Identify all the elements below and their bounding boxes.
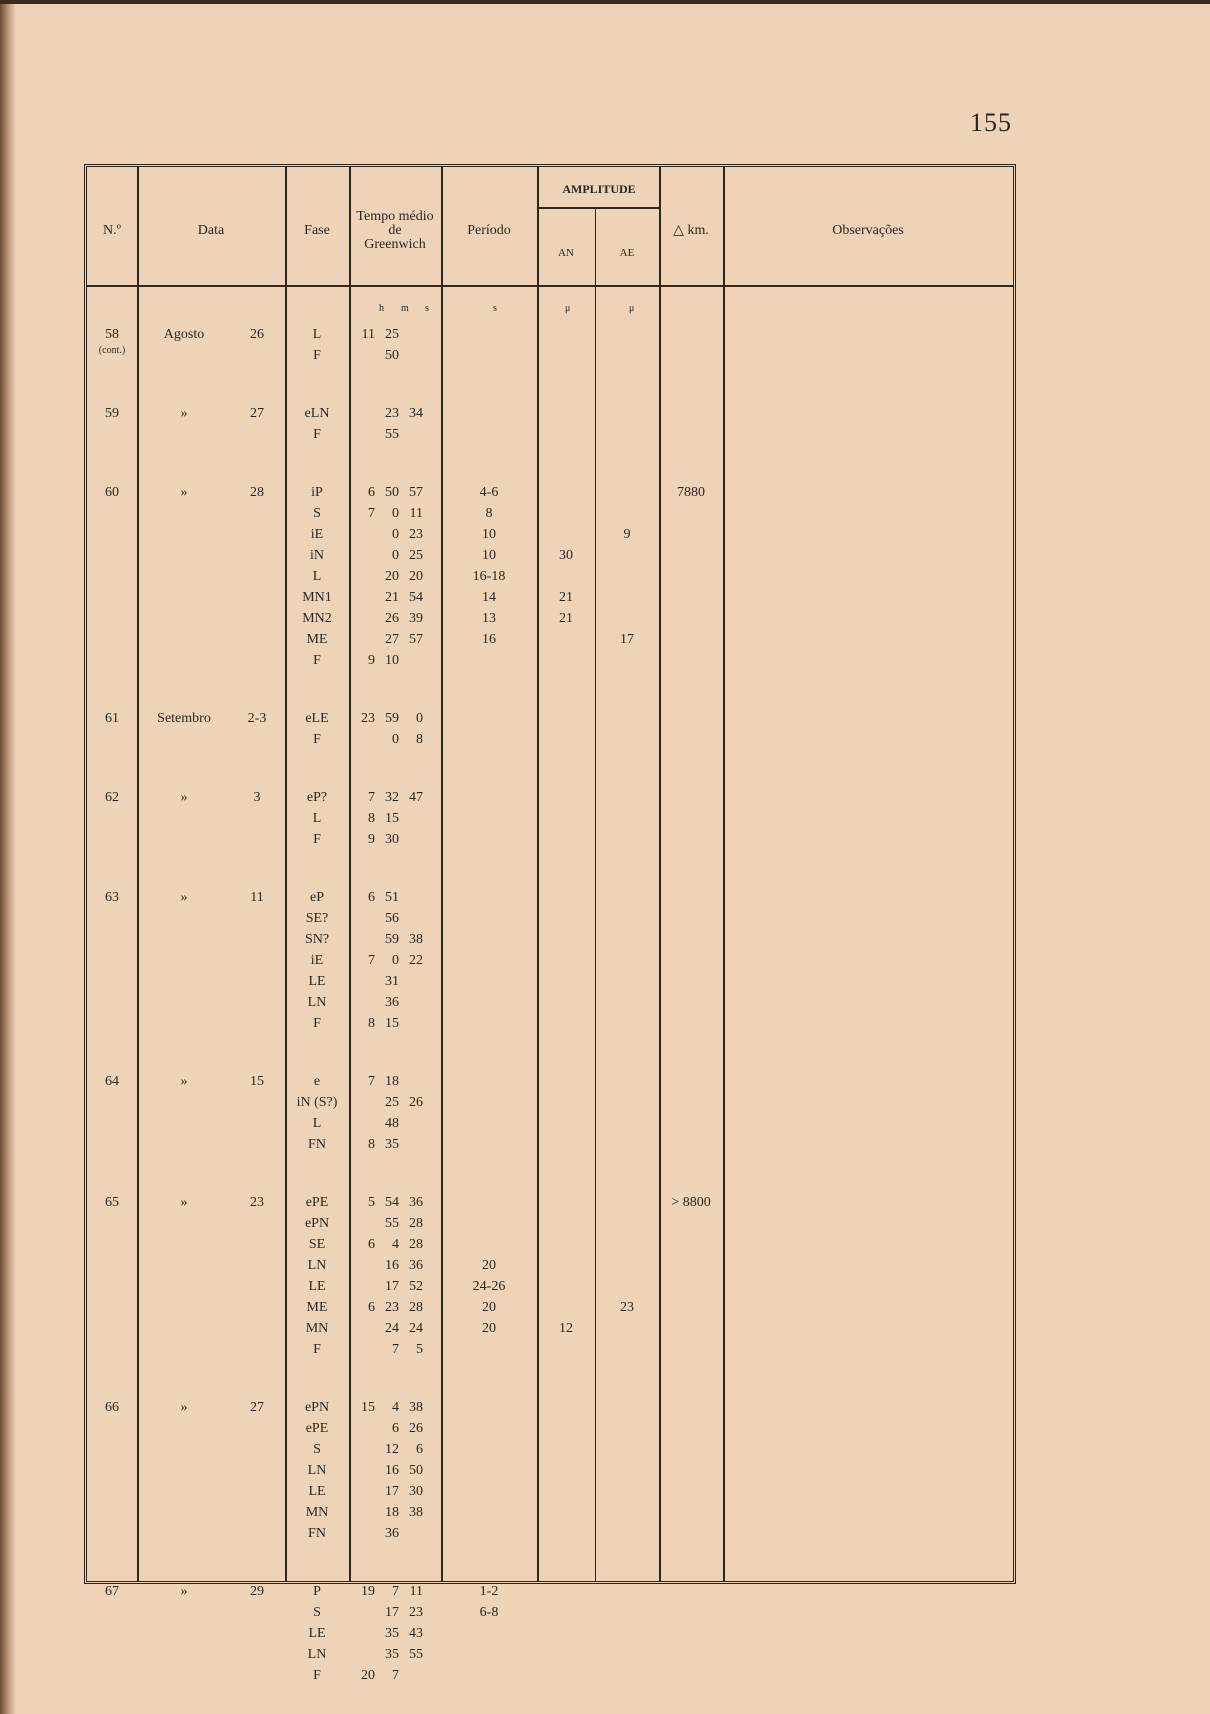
cell-s: 34 xyxy=(409,406,423,421)
cell-m: 15 xyxy=(385,1016,399,1031)
entry-day: 29 xyxy=(250,1584,264,1599)
cell-m: 54 xyxy=(385,1195,399,1210)
cell-km: 7880 xyxy=(677,485,705,500)
cell-fase: ePE xyxy=(305,1195,329,1210)
cell-fase: iN (S?) xyxy=(296,1095,338,1110)
seismogram-table xyxy=(84,164,1016,1683)
cell-periodo: 20 xyxy=(482,1258,496,1273)
entry-number: 66 xyxy=(105,1400,119,1415)
cell-m: 24 xyxy=(385,1321,399,1336)
cell-fase: ME xyxy=(306,1300,328,1315)
cell-fase: F xyxy=(313,1342,321,1357)
cell-ae: 17 xyxy=(620,632,634,647)
cell-s: 38 xyxy=(409,1400,423,1415)
cell-h: 7 xyxy=(368,506,375,521)
cell-m: 0 xyxy=(392,548,399,563)
entry-number-note: (cont.) xyxy=(98,345,126,356)
cell-fase: MN xyxy=(305,1505,329,1520)
cell-fase: LE xyxy=(308,974,326,989)
cell-m: 51 xyxy=(385,890,399,905)
cell-m: 56 xyxy=(385,911,399,926)
cell-m: 35 xyxy=(385,1137,399,1152)
cell-periodo: 14 xyxy=(482,590,496,605)
cell-ae: 23 xyxy=(620,1300,634,1315)
cell-s: 8 xyxy=(416,732,423,747)
cell-an: 30 xyxy=(559,548,573,563)
cell-m: 0 xyxy=(392,506,399,521)
cell-h: 19 xyxy=(361,1584,375,1599)
entry-month: » xyxy=(180,1195,188,1210)
cell-fase: LN xyxy=(307,1258,327,1273)
cell-periodo: 4-6 xyxy=(479,485,499,500)
cell-s: 39 xyxy=(409,611,423,626)
unit-periodo-s: s xyxy=(493,303,497,314)
entry-month: » xyxy=(180,790,188,805)
unit-m: m xyxy=(401,303,409,314)
cell-h: 8 xyxy=(368,811,375,826)
cell-fase: iE xyxy=(310,953,324,968)
cell-fase: F xyxy=(313,427,321,442)
cell-m: 20 xyxy=(385,569,399,584)
entry-month: Agosto xyxy=(163,327,205,342)
header-km: △ km. xyxy=(673,223,709,238)
col-line-7 xyxy=(723,167,725,1581)
cell-fase: ePE xyxy=(305,1421,329,1436)
cell-periodo: 8 xyxy=(485,506,493,521)
cell-fase: e xyxy=(313,1074,321,1089)
cell-s: 30 xyxy=(409,1484,423,1499)
cell-s: 36 xyxy=(409,1195,423,1210)
header-an: AN xyxy=(558,247,574,259)
entry-number: 64 xyxy=(105,1074,119,1089)
entry-month: » xyxy=(180,1074,188,1089)
cell-an: 12 xyxy=(559,1321,573,1336)
entry-day: 28 xyxy=(250,485,264,500)
cell-m: 16 xyxy=(385,1463,399,1478)
unit-s: s xyxy=(425,303,429,314)
cell-s: 22 xyxy=(409,953,423,968)
entry-number: 58 xyxy=(105,327,119,342)
cell-fase: iN xyxy=(310,548,324,563)
cell-m: 21 xyxy=(385,590,399,605)
cell-fase: ME xyxy=(306,632,328,647)
cell-s: 20 xyxy=(409,569,423,584)
entry-day: 23 xyxy=(250,1195,264,1210)
cell-m: 27 xyxy=(385,632,399,647)
cell-fase: F xyxy=(313,1016,321,1031)
cell-periodo: 6-8 xyxy=(479,1605,499,1620)
entry-month: » xyxy=(180,406,188,421)
cell-m: 23 xyxy=(385,1300,399,1315)
cell-h: 8 xyxy=(368,1016,375,1031)
entry-number: 62 xyxy=(105,790,119,805)
page-top-edge xyxy=(0,0,1210,4)
cell-m: 59 xyxy=(385,711,399,726)
header-periodo: Período xyxy=(467,223,511,238)
cell-s: 6 xyxy=(416,1442,423,1457)
cell-fase: MN2 xyxy=(302,611,332,626)
header-amplitude: AMPLITUDE xyxy=(562,182,636,196)
cell-periodo: 16 xyxy=(482,632,496,647)
cell-fase: LN xyxy=(307,995,327,1010)
col-line-6 xyxy=(659,167,661,1581)
cell-fase: eLE xyxy=(305,711,329,726)
cell-fase: LE xyxy=(308,1484,326,1499)
cell-periodo: 10 xyxy=(482,527,496,542)
cell-m: 50 xyxy=(385,348,399,363)
cell-m: 0 xyxy=(392,527,399,542)
cell-s: 55 xyxy=(409,1647,423,1662)
cell-h: 7 xyxy=(368,790,375,805)
cell-ae: 9 xyxy=(623,527,631,542)
cell-fase: FN xyxy=(308,1137,326,1152)
cell-fase: eP xyxy=(310,890,324,905)
cell-h: 8 xyxy=(368,1137,375,1152)
page-binding-edge xyxy=(0,0,16,1714)
cell-m: 36 xyxy=(385,1526,399,1541)
cell-m: 59 xyxy=(385,932,399,947)
cell-m: 48 xyxy=(385,1116,399,1131)
cell-m: 25 xyxy=(385,327,399,342)
cell-s: 11 xyxy=(409,1584,423,1599)
header-tempo-1: Tempo médio xyxy=(356,209,434,224)
cell-s: 23 xyxy=(409,1605,423,1620)
cell-m: 15 xyxy=(385,811,399,826)
header-observacoes: Observações xyxy=(832,223,904,238)
entry-number: 60 xyxy=(105,485,119,500)
cell-s: 26 xyxy=(409,1095,423,1110)
cell-periodo: 13 xyxy=(482,611,496,626)
cell-fase: eLN xyxy=(304,406,330,421)
cell-m: 55 xyxy=(385,427,399,442)
cell-fase: MN1 xyxy=(302,590,332,605)
cell-fase: LE xyxy=(308,1279,326,1294)
header-rule xyxy=(87,285,1013,287)
entry-day: 27 xyxy=(250,406,264,421)
entry-number: 63 xyxy=(105,890,119,905)
col-line-2 xyxy=(285,167,287,1581)
cell-h: 7 xyxy=(368,1074,375,1089)
cell-m: 16 xyxy=(385,1258,399,1273)
cell-h: 23 xyxy=(361,711,375,726)
cell-m: 7 xyxy=(392,1342,399,1357)
cell-s: 28 xyxy=(409,1300,423,1315)
cell-m: 55 xyxy=(385,1216,399,1231)
unit-h: h xyxy=(379,303,384,314)
cell-s: 36 xyxy=(409,1258,423,1273)
cell-fase: FN xyxy=(308,1526,326,1541)
cell-m: 12 xyxy=(385,1442,399,1457)
cell-s: 25 xyxy=(409,548,423,563)
cell-m: 17 xyxy=(385,1605,399,1620)
cell-h: 9 xyxy=(368,832,375,847)
cell-an: 21 xyxy=(559,590,573,605)
entry-month: » xyxy=(180,485,188,500)
entry-number: 61 xyxy=(105,711,119,726)
header-tempo-2: de xyxy=(388,223,402,238)
cell-periodo: 24-26 xyxy=(472,1279,506,1294)
cell-fase: iP xyxy=(311,485,323,500)
header-no: N.º xyxy=(103,223,121,238)
cell-h: 5 xyxy=(368,1195,375,1210)
cell-m: 18 xyxy=(385,1505,399,1520)
cell-periodo: 10 xyxy=(482,548,496,563)
cell-periodo: 20 xyxy=(482,1300,496,1315)
header-data: Data xyxy=(197,223,225,238)
cell-m: 6 xyxy=(392,1421,399,1436)
cell-m: 35 xyxy=(385,1647,399,1662)
cell-m: 17 xyxy=(385,1484,399,1499)
cell-s: 23 xyxy=(409,527,423,542)
entry-month: » xyxy=(180,1400,188,1415)
entry-month: » xyxy=(180,1584,188,1599)
cell-s: 11 xyxy=(409,506,423,521)
entry-day: 15 xyxy=(250,1074,264,1089)
cell-an: 21 xyxy=(559,611,573,626)
cell-fase: F xyxy=(313,732,321,747)
cell-km: > 8800 xyxy=(671,1195,711,1210)
cell-fase: LN xyxy=(307,1463,327,1478)
entry-month: » xyxy=(180,890,188,905)
cell-s: 28 xyxy=(409,1237,423,1252)
unit-an-mu: μ xyxy=(565,303,571,314)
cell-fase: S xyxy=(313,1605,321,1620)
cell-h: 6 xyxy=(368,890,375,905)
col-line-5 xyxy=(537,167,539,1581)
cell-s: 57 xyxy=(409,632,423,647)
cell-h: 6 xyxy=(368,485,375,500)
cell-fase: L xyxy=(312,811,322,826)
entry-day: 27 xyxy=(250,1400,264,1415)
cell-s: 54 xyxy=(409,590,423,605)
cell-fase: eP? xyxy=(306,790,328,805)
unit-ae-mu: μ xyxy=(629,303,635,314)
entry-day: 26 xyxy=(250,327,264,342)
cell-m: 36 xyxy=(385,995,399,1010)
cell-m: 18 xyxy=(385,1074,399,1089)
col-line-3 xyxy=(349,167,351,1581)
cell-m: 35 xyxy=(385,1626,399,1641)
cell-fase: SE xyxy=(308,1237,326,1252)
col-line-4 xyxy=(441,167,443,1581)
cell-m: 17 xyxy=(385,1279,399,1294)
entry-day: 2-3 xyxy=(247,711,267,726)
page-number: 155 xyxy=(970,108,1012,137)
cell-m: 25 xyxy=(385,1095,399,1110)
cell-m: 31 xyxy=(385,974,399,989)
cell-periodo: 1-2 xyxy=(479,1584,499,1599)
cell-periodo: 16-18 xyxy=(472,569,506,584)
cell-m: 10 xyxy=(385,653,399,668)
cell-h: 15 xyxy=(361,1400,375,1415)
cell-fase: F xyxy=(313,1668,321,1683)
cell-fase: L xyxy=(312,327,322,342)
cell-fase: L xyxy=(312,1116,322,1131)
cell-fase: iE xyxy=(310,527,324,542)
cell-h: 7 xyxy=(368,953,375,968)
amplitude-rule xyxy=(537,207,661,209)
entry-number: 59 xyxy=(105,406,119,421)
cell-m: 7 xyxy=(392,1584,399,1599)
cell-m: 7 xyxy=(392,1668,399,1683)
cell-s: 43 xyxy=(409,1626,423,1641)
cell-s: 24 xyxy=(409,1321,423,1336)
cell-m: 0 xyxy=(392,732,399,747)
cell-s: 47 xyxy=(409,790,423,805)
cell-m: 4 xyxy=(392,1237,399,1252)
cell-s: 50 xyxy=(409,1463,423,1478)
cell-fase: ePN xyxy=(304,1400,330,1415)
cell-m: 23 xyxy=(385,406,399,421)
cell-m: 32 xyxy=(385,790,399,805)
entry-day: 11 xyxy=(250,890,264,905)
header-fase: Fase xyxy=(304,223,330,238)
cell-m: 50 xyxy=(385,485,399,500)
cell-m: 30 xyxy=(385,832,399,847)
header-ae: AE xyxy=(619,247,635,259)
cell-s: 0 xyxy=(416,711,423,726)
cell-h: 11 xyxy=(361,327,375,342)
cell-h: 6 xyxy=(368,1237,375,1252)
cell-s: 5 xyxy=(416,1342,423,1357)
cell-fase: S xyxy=(313,506,321,521)
cell-h: 6 xyxy=(368,1300,375,1315)
cell-m: 26 xyxy=(385,611,399,626)
cell-m: 4 xyxy=(392,1400,399,1415)
entry-day: 3 xyxy=(253,790,261,805)
cell-s: 26 xyxy=(409,1421,423,1436)
cell-fase: LE xyxy=(308,1626,326,1641)
cell-fase: P xyxy=(313,1584,321,1599)
cell-s: 38 xyxy=(409,932,423,947)
cell-m: 0 xyxy=(392,953,399,968)
col-line-an-ae xyxy=(595,209,596,1581)
cell-fase: MN xyxy=(305,1321,329,1336)
cell-fase: F xyxy=(313,653,321,668)
entry-number: 67 xyxy=(105,1584,119,1599)
cell-fase: ePN xyxy=(304,1216,330,1231)
col-line-1 xyxy=(137,167,139,1581)
header-tempo-3: Greenwich xyxy=(364,237,426,252)
cell-fase: F xyxy=(313,832,321,847)
cell-fase: LN xyxy=(307,1647,327,1662)
entry-number: 65 xyxy=(105,1195,119,1210)
cell-s: 57 xyxy=(409,485,423,500)
cell-fase: SE? xyxy=(305,911,329,926)
cell-s: 38 xyxy=(409,1505,423,1520)
cell-s: 52 xyxy=(409,1279,423,1294)
cell-fase: F xyxy=(313,348,321,363)
entry-month: Setembro xyxy=(157,711,211,726)
cell-periodo: 20 xyxy=(482,1321,496,1336)
cell-fase: SN? xyxy=(304,932,330,947)
cell-fase: L xyxy=(312,569,322,584)
cell-h: 9 xyxy=(368,653,375,668)
cell-fase: S xyxy=(313,1442,321,1457)
cell-s: 28 xyxy=(409,1216,423,1231)
cell-h: 20 xyxy=(361,1668,375,1683)
